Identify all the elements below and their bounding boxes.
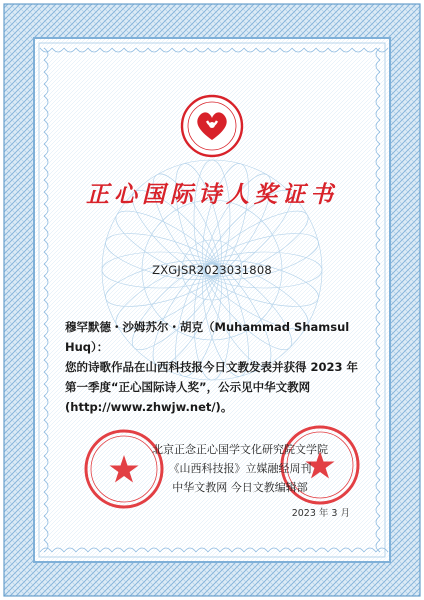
heart-badge-icon bbox=[180, 94, 244, 158]
certificate-number: ZXGJSR2023031808 bbox=[152, 263, 272, 277]
award-description: 您的诗歌作品在山西科技报今日文教发表并获得 2023 年第一季度“正心国际诗人奖”，公示见中华文教网(http://www.zhwjw.net/)。 bbox=[65, 360, 359, 414]
issuer-line: 《山西科技报》立媒融经周刊 bbox=[168, 462, 312, 475]
certificate-title: 正心国际诗人奖证书 bbox=[86, 181, 338, 208]
issue-date: 2023 年 3 月 bbox=[291, 508, 350, 519]
issuer-line: 北京正念正心国学文化研究院文学院 bbox=[152, 443, 328, 456]
issuer-line: 中华文教网 今日文教编辑部 bbox=[172, 481, 308, 494]
recipient-name: 穆罕默德・沙姆苏尔・胡克（Muhammad Shamsul Huq）： bbox=[65, 320, 350, 354]
